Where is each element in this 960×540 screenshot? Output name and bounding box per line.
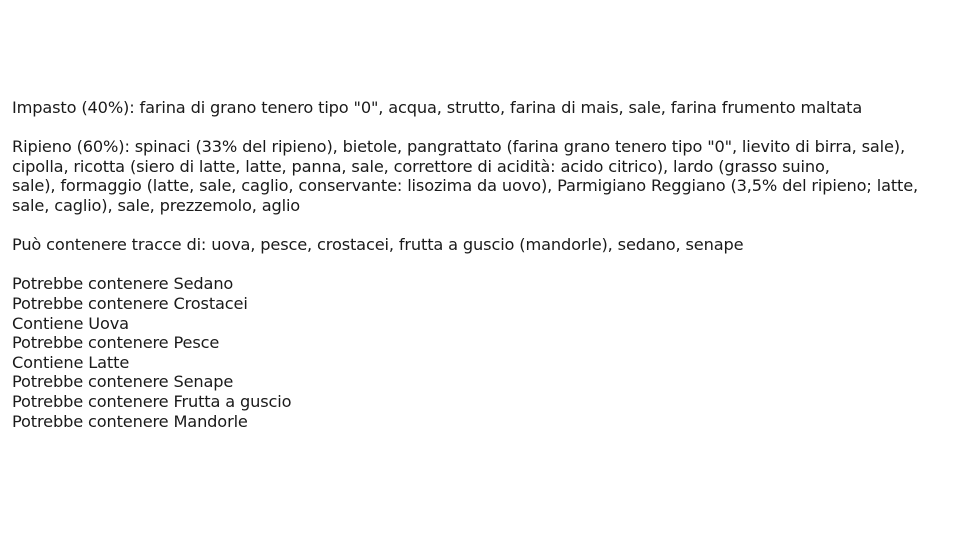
paragraph-spacer (12, 216, 952, 236)
traces-paragraph: Può contenere tracce di: uova, pesce, crostacei, frutta a guscio (mandorle), sedano, senape (12, 235, 744, 255)
paragraph-spacer (12, 118, 952, 138)
ripieno-line: sale), formaggio (latte, sale, caglio, conservante: lisozima da uovo), Parmigiano Reggiano (3,5% del ripieno; latte, (12, 176, 919, 196)
allergen-item: Potrebbe contenere Crostacei (12, 293, 248, 313)
allergen-item: Contiene Uova (12, 313, 129, 333)
allergen-item: Potrebbe contenere Frutta a guscio (12, 391, 292, 411)
allergen-item: Potrebbe contenere Pesce (12, 333, 220, 353)
allergen-item: Potrebbe contenere Senape (12, 372, 234, 392)
ripieno-line: sale, caglio), sale, prezzemolo, aglio (12, 195, 301, 215)
allergen-item: Contiene Latte (12, 352, 130, 372)
ingredients-document (12, 98, 952, 431)
allergen-item: Potrebbe contenere Sedano (12, 274, 234, 294)
impasto-paragraph: Impasto (40%): farina di grano tenero tipo "0", acqua, strutto, farina di mais, sale, farina frumento maltata (12, 98, 863, 117)
allergen-item: Potrebbe contenere Mandorle (12, 411, 248, 431)
paragraph-spacer (12, 255, 952, 275)
ripieno-paragraph (12, 137, 952, 215)
ripieno-line: Ripieno (60%): spinaci (33% del ripieno), bietole, pangrattato (farina grano tenero tipo "0", lievito di birra, sale), (12, 137, 905, 157)
ripieno-line: cipolla, ricotta (siero di latte, latte, panna, sale, correttore di acidità: acido citrico), lardo (grasso suino, (12, 156, 830, 176)
allergen-list (12, 274, 952, 431)
